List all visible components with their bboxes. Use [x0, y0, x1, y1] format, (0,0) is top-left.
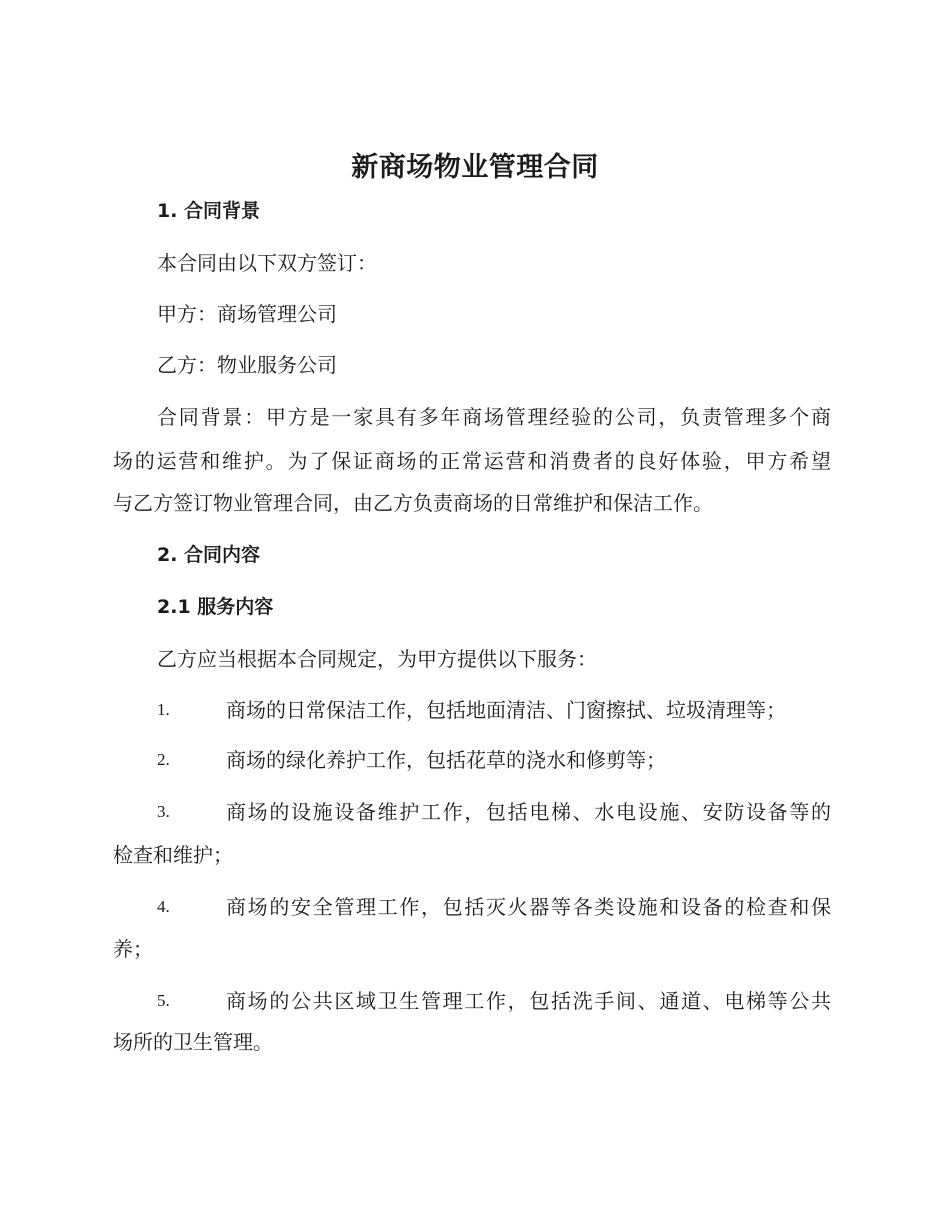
service-item-1-text: 商场的日常保洁工作，包括地面清洁、门窗擦拭、垃圾清理等；	[226, 698, 786, 722]
service-item-5-number: 5.	[157, 991, 170, 1010]
service-item-3-text-continued: 检查和维护；	[113, 843, 233, 867]
party-b: 乙方：物业服务公司	[157, 353, 337, 377]
service-item-3-text: 商场的设施设备维护工作，包括电梯、水电设施、安防设备等的	[226, 800, 831, 824]
background-paragraph-line-2: 场的运营和维护。为了保证商场的正常运营和消费者的良好体验，甲方希望	[113, 449, 831, 473]
service-item-5-text: 商场的公共区域卫生管理工作，包括洗手间、通道、电梯等公共	[226, 989, 831, 1013]
section-2-heading: 2. 合同内容	[157, 544, 261, 566]
section-1-intro: 本合同由以下双方签订：	[157, 251, 377, 275]
service-item-3-number: 3.	[157, 802, 170, 821]
service-item-4-text-continued: 养；	[113, 937, 153, 961]
background-paragraph-line-3: 与乙方签订物业管理合同，由乙方负责商场的日常维护和保洁工作。	[113, 491, 713, 515]
document-title: 新商场物业管理合同	[351, 152, 599, 183]
service-item-4-text: 商场的安全管理工作，包括灭火器等各类设施和设备的检查和保	[226, 895, 831, 919]
service-item-1-number: 1.	[157, 700, 170, 719]
section-1-heading: 1. 合同背景	[157, 200, 261, 222]
service-item-2-text: 商场的绿化养护工作，包括花草的浇水和修剪等；	[226, 748, 666, 772]
section-2-1-heading: 2.1 服务内容	[157, 596, 274, 618]
service-item-4-number: 4.	[157, 897, 170, 916]
party-a: 甲方：商场管理公司	[157, 302, 337, 326]
section-2-1-intro: 乙方应当根据本合同规定，为甲方提供以下服务：	[157, 647, 597, 671]
service-item-2-number: 2.	[157, 750, 170, 769]
service-item-5-text-continued: 场所的卫生管理。	[113, 1030, 273, 1054]
background-paragraph-line-1: 合同背景：甲方是一家具有多年商场管理经验的公司，负责管理多个商	[157, 405, 831, 429]
